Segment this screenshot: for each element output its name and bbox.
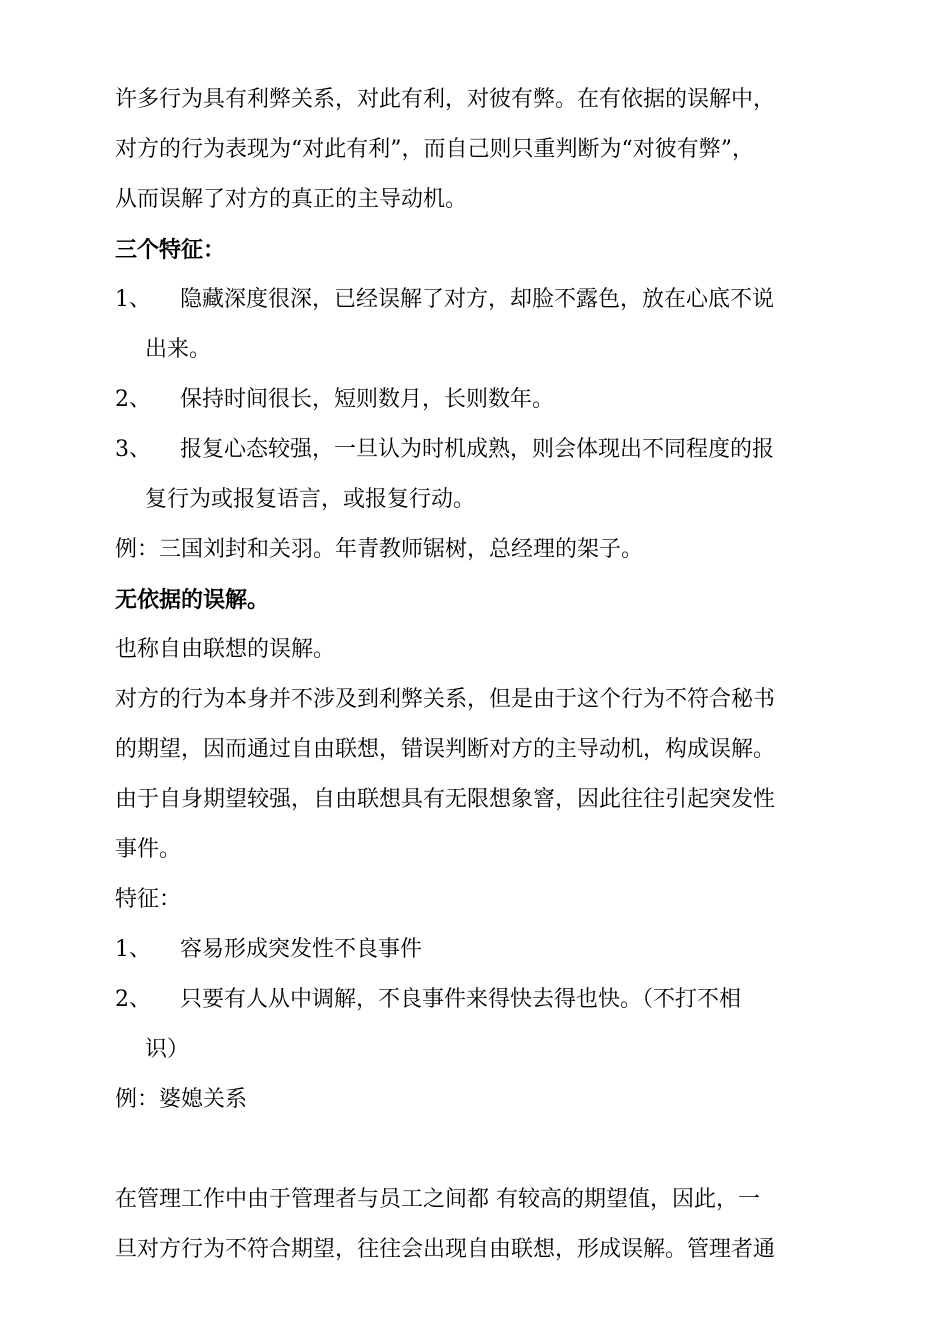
section1-example: 例：三国刘封和关羽。年青教师锯树，总经理的架子。 [115,537,644,562]
section2-alias: 也称自由联想的误解。 [115,637,336,662]
section2-example: 例：婆媳关系 [115,1087,248,1112]
list-item-text-continued: 复行为或报复语言，或报复行动。 [145,487,476,512]
list-item-number: 3、 [115,437,151,462]
section1-heading: 三个特征： [115,237,226,263]
list-item-number: 1、 [115,937,151,962]
list-item-number: 1、 [115,287,151,312]
features-label: 特征： [115,887,182,912]
closing-line-2: 旦对方行为不符合期望，往往会出现自由联想，形成误解。管理者通 [115,1237,776,1262]
list-item-text: 保持时间很长，短则数月，长则数年。 [180,387,555,412]
list-item-number: 2、 [115,387,151,412]
list-item-text-continued: 识） [145,1037,190,1062]
closing-line-1: 在管理工作中由于管理者与员工之间都 有较高的期望值，因此，一 [115,1187,760,1212]
list-item-text: 容易形成突发性不良事件 [180,937,423,962]
section2-para1-line-2: 的期望，因而通过自由联想，错误判断对方的主导动机，构成误解。 [115,737,776,762]
intro-line-1: 许多行为具有利弊关系，对此有利，对彼有弊。在有依据的误解中， [115,87,776,112]
list-item-text: 隐藏深度很深，已经误解了对方，却脸不露色，放在心底不说 [180,287,775,312]
intro-line-2: 对方的行为表现为“对此有利”，而自己则只重判断为“对彼有弊”， [115,137,754,162]
section2-para1-line-1: 对方的行为本身并不涉及到利弊关系，但是由于这个行为不符合秘书 [115,687,776,712]
section2-heading: 无依据的误解。 [115,587,270,613]
list-item-text: 报复心态较强，一旦认为时机成熟，则会体现出不同程度的报 [180,437,775,462]
section2-para2-line-1: 由于自身期望较强，自由联想具有无限想象窨，因此往往引起突发性 [115,787,776,812]
list-item-number: 2、 [115,987,151,1012]
intro-line-3: 从而误解了对方的真正的主导动机。 [115,187,468,212]
list-item-text-continued: 出来。 [145,337,212,362]
list-item-text: 只要有人从中调解，不良事件来得快去得也快。（不打不相 [180,987,742,1012]
section2-para2-line-2: 事件。 [115,837,182,862]
